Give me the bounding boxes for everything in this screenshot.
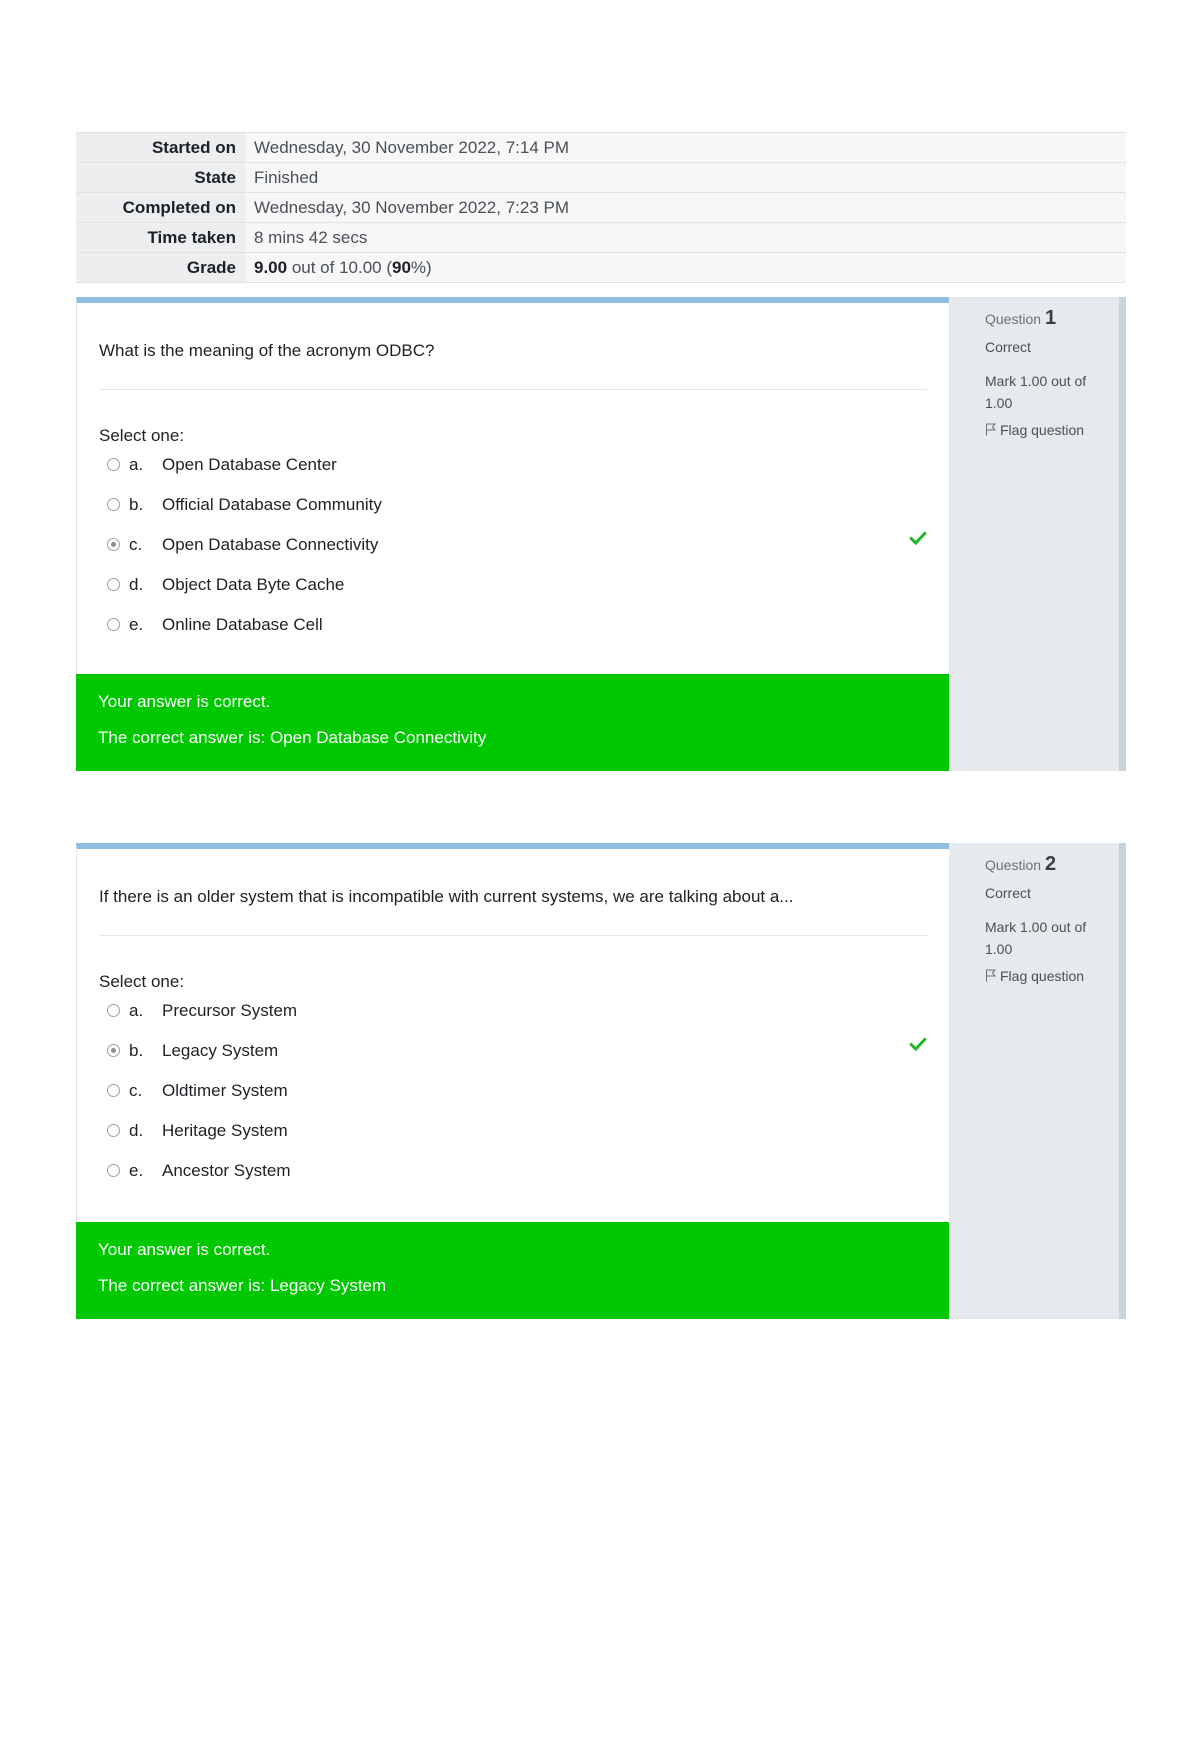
radio-button[interactable]: [107, 1004, 120, 1017]
feedback-result: Your answer is correct.: [98, 1240, 271, 1259]
summary-label: Time taken: [76, 223, 246, 253]
summary-value: Finished: [246, 163, 1126, 193]
summary-label: Grade: [76, 253, 246, 283]
flag-question-label: Flag question: [1000, 968, 1085, 984]
summary-row-grade: [76, 253, 1126, 283]
answer-option[interactable]: [107, 615, 927, 655]
answer-option[interactable]: [107, 1001, 927, 1041]
answer-option[interactable]: [107, 495, 927, 535]
flag-icon: [985, 969, 996, 982]
question-state: Correct: [985, 885, 1031, 901]
select-one-prompt: Select one:: [99, 972, 185, 991]
summary-value: [246, 253, 1126, 283]
option-letter: c.: [129, 535, 143, 554]
option-letter: d.: [129, 1121, 144, 1140]
question-text: What is the meaning of the acronym ODBC?: [99, 341, 435, 360]
summary-label: Completed on: [76, 193, 246, 223]
summary-row-state: [76, 163, 1126, 193]
summary-value: Wednesday, 30 November 2022, 7:14 PM: [246, 133, 1126, 163]
option-label: Object Data Byte Cache: [162, 575, 345, 594]
flag-question-link[interactable]: [985, 422, 1084, 438]
question-content: [76, 297, 949, 674]
radio-button-checked[interactable]: [107, 1044, 120, 1057]
option-letter: b.: [129, 1041, 144, 1060]
question-info-panel: [949, 297, 1126, 771]
feedback-correct-answer: The correct answer is: Open Database Connectivity: [98, 728, 487, 747]
answer-options: [107, 455, 927, 655]
answer-option[interactable]: [107, 1161, 927, 1201]
option-letter: e.: [129, 615, 144, 634]
radio-button[interactable]: [107, 1164, 120, 1177]
correct-check-icon: [909, 529, 927, 547]
summary-value: Wednesday, 30 November 2022, 7:23 PM: [246, 193, 1126, 223]
feedback-panel: [76, 674, 949, 771]
option-letter: a.: [129, 1001, 144, 1020]
select-one-prompt: Select one:: [99, 426, 185, 445]
summary-row-started: [76, 133, 1126, 163]
option-label: Open Database Connectivity: [162, 535, 379, 554]
question-mark: Mark 1.00 out of 1.00: [985, 919, 1087, 957]
summary-value: 8 mins 42 secs: [246, 223, 1126, 253]
option-letter: e.: [129, 1161, 144, 1180]
divider: [99, 389, 927, 390]
question-content: [76, 843, 949, 1222]
flag-icon: [985, 423, 996, 436]
answer-option-selected[interactable]: [107, 535, 927, 575]
answer-option[interactable]: [107, 1081, 927, 1121]
radio-button[interactable]: [107, 1124, 120, 1137]
feedback-result: Your answer is correct.: [98, 692, 271, 711]
question-number-value: 1: [1044, 307, 1057, 329]
option-label: Ancestor System: [162, 1161, 291, 1180]
question-number: [985, 853, 1056, 876]
radio-button[interactable]: [107, 458, 120, 471]
radio-button[interactable]: [107, 1084, 120, 1097]
question-1: [76, 297, 1126, 771]
question-info-panel: [949, 843, 1126, 1319]
grade-suffix: %): [410, 257, 432, 277]
summary-label: Started on: [76, 133, 246, 163]
question-word: Question: [985, 857, 1042, 873]
question-number-value: 2: [1044, 853, 1057, 875]
summary-row-time-taken: [76, 223, 1126, 253]
option-label: Precursor System: [162, 1001, 298, 1020]
radio-button-checked[interactable]: [107, 538, 120, 551]
answer-option-selected[interactable]: [107, 1041, 927, 1081]
summary-label: State: [76, 163, 246, 193]
answer-options: [107, 1001, 927, 1201]
option-letter: b.: [129, 495, 144, 514]
radio-button[interactable]: [107, 578, 120, 591]
question-mark: Mark 1.00 out of 1.00: [985, 373, 1087, 411]
option-letter: c.: [129, 1081, 143, 1100]
grade-score: 9.00: [254, 257, 288, 277]
option-label: Online Database Cell: [162, 615, 323, 634]
flag-question-label: Flag question: [1000, 422, 1085, 438]
grade-percent: 90: [392, 257, 411, 277]
radio-button[interactable]: [107, 498, 120, 511]
summary-row-completed: [76, 193, 1126, 223]
radio-button[interactable]: [107, 618, 120, 631]
divider: [99, 935, 927, 936]
option-label: Official Database Community: [162, 495, 382, 514]
correct-check-icon: [909, 1035, 927, 1053]
feedback-correct-answer: The correct answer is: Legacy System: [98, 1276, 387, 1295]
option-label: Heritage System: [162, 1121, 288, 1140]
question-2: [76, 843, 1126, 1319]
attempt-summary-table: [76, 132, 1126, 283]
grade-out-of: out of 10.00 (: [287, 257, 392, 277]
option-letter: d.: [129, 575, 144, 594]
question-word: Question: [985, 311, 1042, 327]
option-label: Legacy System: [162, 1041, 279, 1060]
feedback-panel: [76, 1222, 949, 1319]
option-label: Oldtimer System: [162, 1081, 288, 1100]
answer-option[interactable]: [107, 575, 927, 615]
question-number: [985, 307, 1056, 330]
option-label: Open Database Center: [162, 455, 337, 474]
question-state: Correct: [985, 339, 1031, 355]
flag-question-link[interactable]: [985, 968, 1084, 984]
question-text: If there is an older system that is incompatible with current systems, we are talking about a...: [99, 887, 794, 906]
answer-option[interactable]: [107, 455, 927, 495]
option-letter: a.: [129, 455, 144, 474]
answer-option[interactable]: [107, 1121, 927, 1161]
